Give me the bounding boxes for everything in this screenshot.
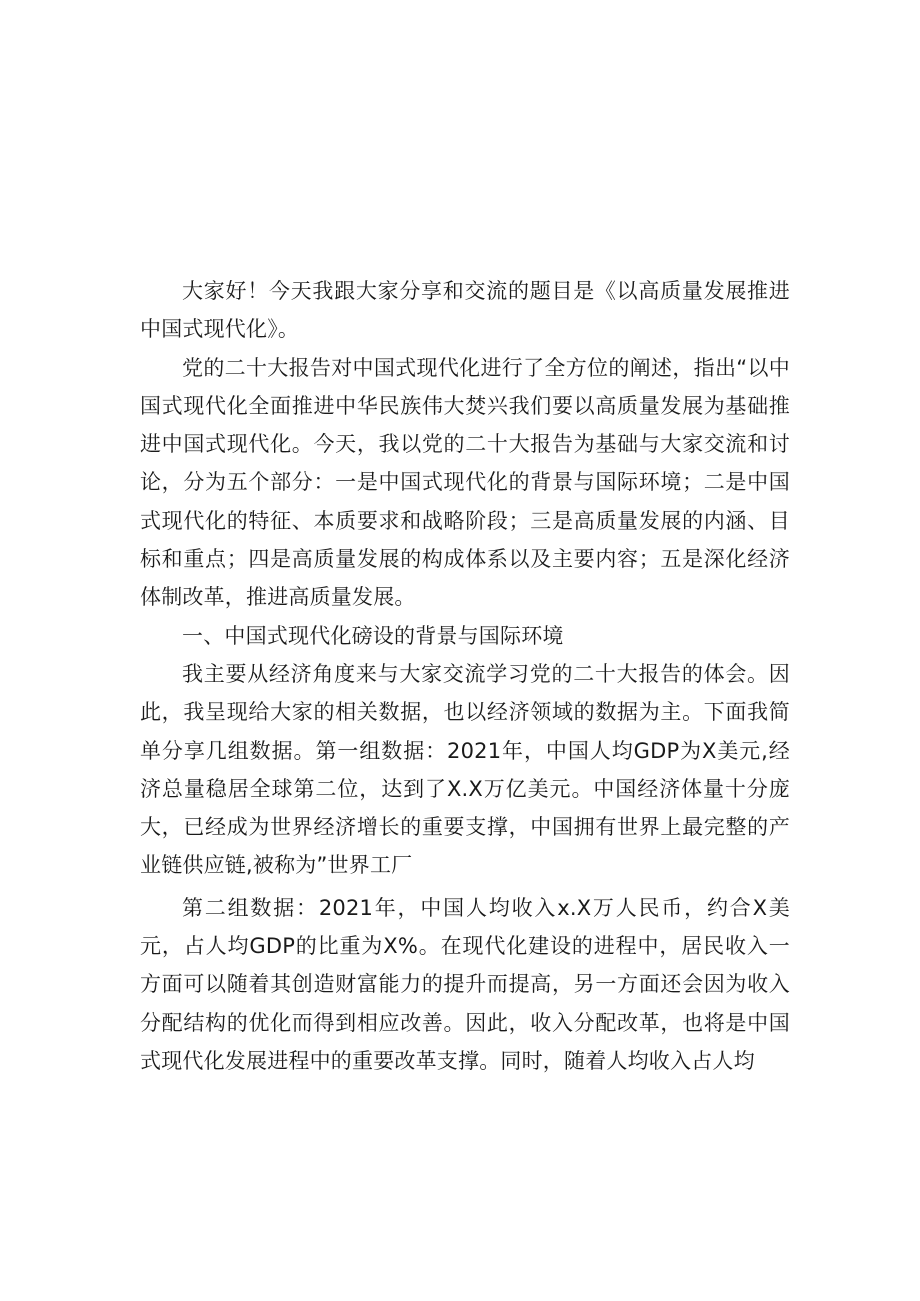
section-heading: 一、中国式现代化磅设的背景与国际环境	[182, 623, 564, 648]
data-paragraph-first: 我主要从经济角度来与大家交流学习党的二十大报告的体会。因此，我呈现给大家的相关数据，也以经济领域的数据为主。下面我简单分享几组数据。第一组数据：2021年，中国人均GDP为X美元,经济总量稳居全球第二位，达到了X.X万亿美元。中国经济体量十分庞大，已经成为世界经济增长的重要支撑，中国拥有世界上最完整的产业链供应链,被称为”世界工厂	[140, 661, 790, 878]
intro-paragraph: 大家好！今天我跟大家分享和交流的题目是《以高质量发展推进中国式现代化》。	[140, 279, 790, 342]
document-body	[140, 272, 790, 1080]
data-paragraph-second: 第二组数据：2021年，中国人均收入x.X万人民币，约合X美元，占人均GDP的比重为X%。在现代化建设的进程中，居民收入一方面可以随着其创造财富能力的提升而提高，另一方面还会因为收入分配结构的优化而得到相应改善。因此，收入分配改革，也将是中国式现代化发展进程中的重要改革支撑。同时，随着人均收入占人均	[140, 895, 790, 1073]
overview-paragraph: 党的二十大报告对中国式现代化进行了全方位的阐述，指出“以中国式现代化全面推进中华民族伟大焚兴我们要以高质量发展为基础推进中国式现代化。今天，我以党的二十大报告为基础与大家交流和讨论，分为五个部分：一是中国式现代化的背景与国际环境；二是中国式现代化的特征、本质要求和战略阶段；三是高质量发展的内涵、目标和重点；四是高质量发展的构成体系以及主要内容；五是深化经济体制改革，推进高质量发展。	[140, 355, 790, 610]
